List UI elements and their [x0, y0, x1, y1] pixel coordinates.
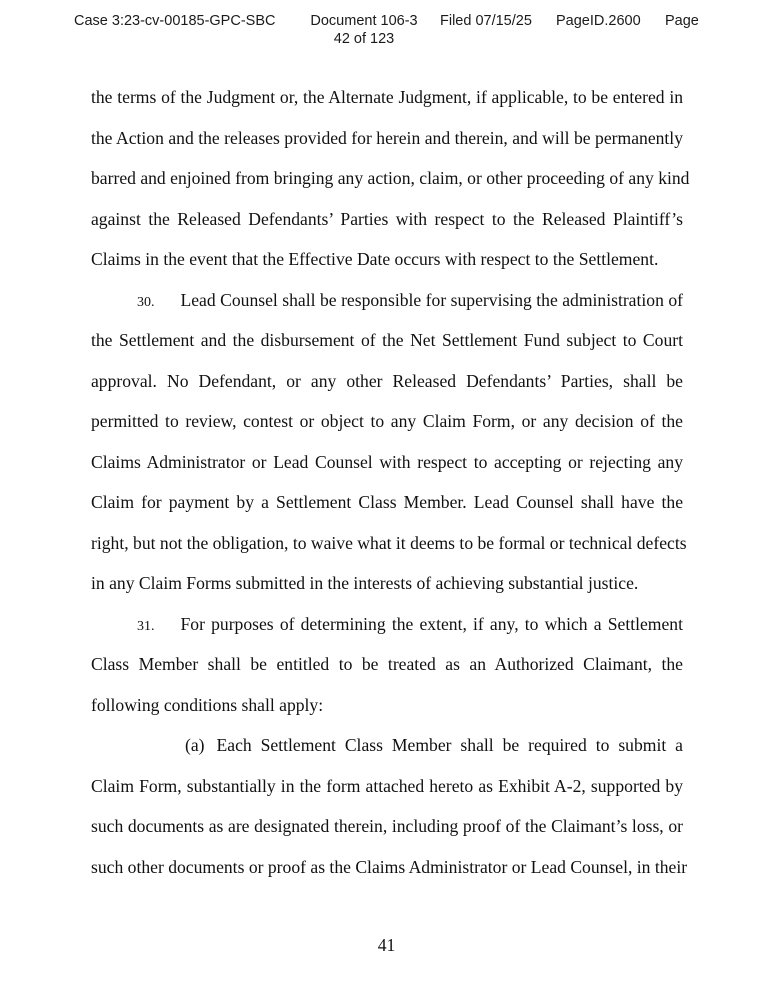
text-line: against the Released Defendants’ Parties with respect to the Released Plaintiff’s — [91, 208, 683, 229]
subparagraph-a-first-line — [185, 734, 683, 756]
text-line: the Action and the releases provided for herein and therein, and will be permanently — [91, 127, 683, 148]
paragraph-30-text: Lead Counsel shall be responsible for supervising the administration of — [180, 289, 683, 310]
text-line: Claims in the event that the Effective Date occurs with respect to the Settlement. — [91, 249, 659, 269]
text-line: such other documents or proof as the Claims Administrator or Lead Counsel, in their — [91, 856, 688, 877]
text-line: approval. No Defendant, or any other Released Defendants’ Parties, shall be — [91, 370, 683, 391]
paragraph-30-first-line — [137, 289, 683, 311]
text-line: permitted to review, contest or object to any Claim Form, or any decision of the — [91, 411, 683, 431]
text-line: right, but not the obligation, to waive what it deems to be formal or technical defects — [91, 532, 687, 553]
page-number: 41 — [377, 935, 396, 955]
text-line: the terms of the Judgment or, the Alternate Judgment, if applicable, to be entered in — [91, 87, 683, 107]
page-id: PageID.2600 — [556, 13, 641, 29]
paragraph-number: 31. — [137, 618, 155, 634]
filing-header — [0, 12, 773, 52]
text-line: in any Claim Forms submitted in the interests of achieving substantial justice. — [91, 573, 639, 593]
text-line: the Settlement and the disbursement of the Net Settlement Fund subject to Court — [91, 330, 683, 350]
case-number: Case 3:23-cv-00185-GPC-SBC — [74, 13, 276, 29]
subparagraph-label: (a) — [185, 735, 205, 755]
text-line: Claims Administrator or Lead Counsel with respect to accepting or rejecting any — [91, 451, 683, 472]
text-line: such documents as are designated therein, including proof of the Claimant’s loss, or — [91, 816, 683, 836]
text-line: Class Member shall be entitled to be treated as an Authorized Claimant, the — [91, 654, 683, 674]
text-line: following conditions shall apply: — [91, 694, 324, 715]
page-label: Page — [665, 13, 699, 29]
paragraph-number: 30. — [137, 294, 155, 310]
paragraph-31-first-line — [137, 613, 683, 635]
filed-date: Filed 07/15/25 — [440, 13, 532, 29]
subparagraph-a-text: Each Settlement Class Member shall be required to submit a — [216, 735, 683, 755]
document-number-line2: 42 of 123 — [333, 31, 395, 47]
document-number-line1: Document 106-3 — [310, 13, 418, 29]
document-number — [300, 12, 428, 48]
text-line: Claim for payment by a Settlement Class Member. Lead Counsel shall have the — [91, 492, 683, 512]
text-line: Claim Form, substantially in the form attached hereto as Exhibit A-2, supported by — [91, 775, 683, 796]
text-line: barred and enjoined from bringing any action, claim, or other proceeding of any kind — [91, 168, 690, 188]
paragraph-31-text: For purposes of determining the extent, if any, to which a Settlement — [180, 613, 683, 634]
